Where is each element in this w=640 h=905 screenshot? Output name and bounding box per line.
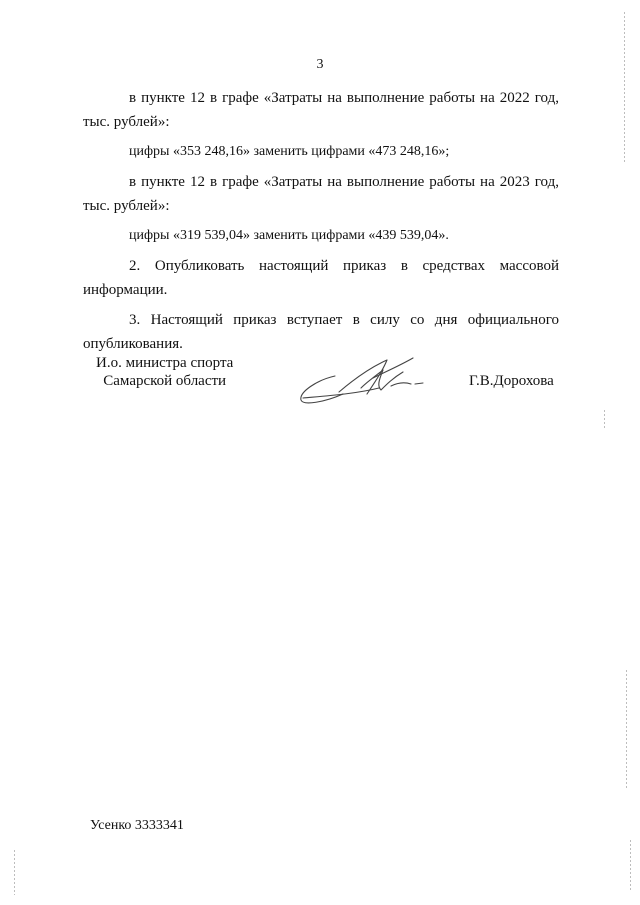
paragraph-effective: 3. Настоящий приказ вступает в силу со дня официального опубликования. bbox=[83, 312, 559, 352]
handwritten-signature bbox=[295, 354, 425, 412]
page-number: 3 bbox=[316, 57, 324, 72]
scan-edge-mark-top bbox=[624, 12, 625, 162]
paragraph-2023-label: в пункте 12 в графе «Затраты на выполнение работы на 2023 год, тыс. рублей»: bbox=[83, 174, 559, 214]
paragraph-2023-change: цифры «319 539,04» заменить цифрами «439 539,04». bbox=[129, 228, 449, 243]
document-body bbox=[83, 86, 559, 356]
signatory-name: Г.В.Дорохова bbox=[469, 373, 554, 389]
paragraph-publish: 2. Опубликовать настоящий приказ в средствах массовой информации. bbox=[83, 258, 559, 298]
scan-edge-mark-bottom-right bbox=[630, 840, 631, 890]
paragraph-2022-label: в пункте 12 в графе «Затраты на выполнение работы на 2022 год, тыс. рублей»: bbox=[83, 90, 559, 130]
scan-edge-mark-lower bbox=[626, 670, 627, 790]
signatory-position-line2: Самарской области bbox=[103, 373, 227, 389]
scan-edge-mark-bottom-left bbox=[14, 850, 15, 895]
signatory-position-line1: И.о. министра спорта bbox=[96, 355, 234, 371]
signature-block bbox=[0, 354, 640, 414]
paragraph-2022-change: цифры «353 248,16» заменить цифрами «473 248,16»; bbox=[129, 144, 450, 159]
signatory-position bbox=[96, 354, 233, 390]
executor-footer: Усенко 3333341 bbox=[90, 818, 184, 833]
scan-edge-mark-middle bbox=[604, 410, 605, 430]
